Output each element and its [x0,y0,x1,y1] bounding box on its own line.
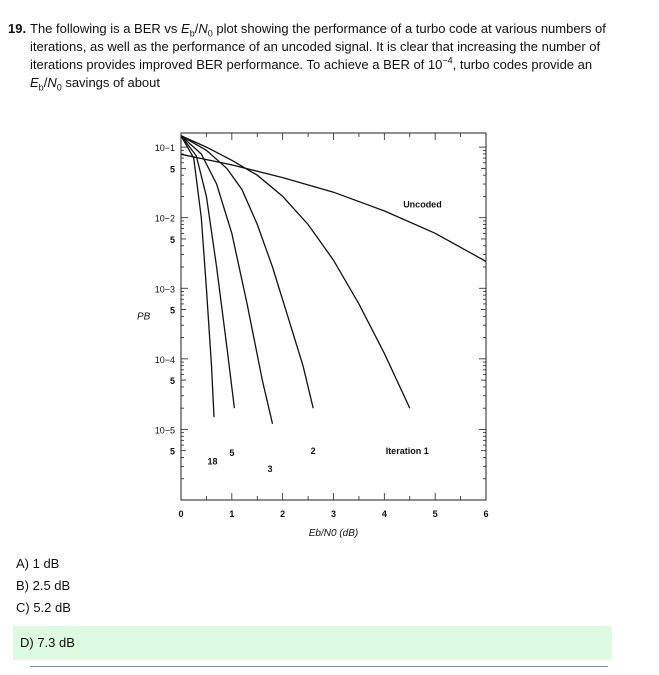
curve-label: 3 [267,463,273,474]
eb-symbol: E [30,75,39,90]
x-tick-label: 1 [229,509,235,519]
y-tick-label: 10−5 [154,425,175,436]
y-tick-label: 10−4 [154,354,175,365]
option-b[interactable]: B) 2.5 dB [16,578,71,593]
eb-subscript: b [38,82,44,93]
x-tick-label: 5 [432,509,438,519]
curve-label: 5 [229,448,235,459]
curve-3 [181,136,273,424]
y-axis-title: PB [137,311,151,323]
x-axis-title: Eb/N0 (dB) [308,528,359,539]
curve-label: Iteration 1 [385,445,429,456]
question-text-part: plot showing the performance of a turbo code at various numbers of iterations, as well as the performance of an uncoded signal. It is clear that increasing the number of iterations provides improved BER performance. To achieve a BER of 10 [30,21,606,72]
option-c[interactable]: C) 5.2 dB [16,600,71,615]
y-tick-label-five: 5 [169,446,175,457]
question-number: 19. [8,21,27,36]
ber-chart-svg [120,125,500,545]
question-text-part: , turbo codes provide an [452,57,593,72]
n0-symbol: N [47,75,57,90]
plot-frame [181,133,486,500]
x-tick-label: 0 [178,509,184,519]
eb-subscript: b [189,28,195,39]
question-text-part: The following is a BER vs [30,21,182,36]
ber-chart [120,125,500,545]
curve-18 [181,136,214,417]
curve-iteration-1 [181,136,410,409]
x-tick-label: 2 [280,509,286,519]
y-tick-label-five: 5 [169,164,175,175]
n0-symbol: N [198,21,208,36]
option-d-selected[interactable]: D) 7.3 dB [13,626,612,660]
n0-subscript: 0 [56,82,62,93]
curve-label: 2 [310,445,316,456]
y-tick-label-five: 5 [169,376,175,387]
n0-subscript: 0 [207,28,213,39]
x-tick-label: 4 [381,509,387,519]
y-tick-label: 10−1 [154,143,175,154]
divider [30,666,608,667]
eb-symbol: E [181,21,190,36]
x-tick-label: 3 [330,509,337,519]
curve-5 [181,136,234,409]
exponent: −4 [442,55,453,66]
curve-label: Uncoded [403,199,442,210]
option-a[interactable]: A) 1 dB [16,556,60,571]
slash: / [194,21,199,36]
y-tick-label-five: 5 [169,305,175,316]
x-tick-label: 6 [483,509,489,519]
y-tick-label: 10−2 [154,213,175,224]
y-tick-label: 10−3 [154,284,175,295]
question-text-part: savings of about [61,75,161,90]
question-text [30,20,608,92]
curve-label: 18 [207,456,218,467]
y-tick-label-five: 5 [169,234,175,245]
question [8,20,608,92]
slash: / [43,75,48,90]
answer-options [16,553,75,650]
